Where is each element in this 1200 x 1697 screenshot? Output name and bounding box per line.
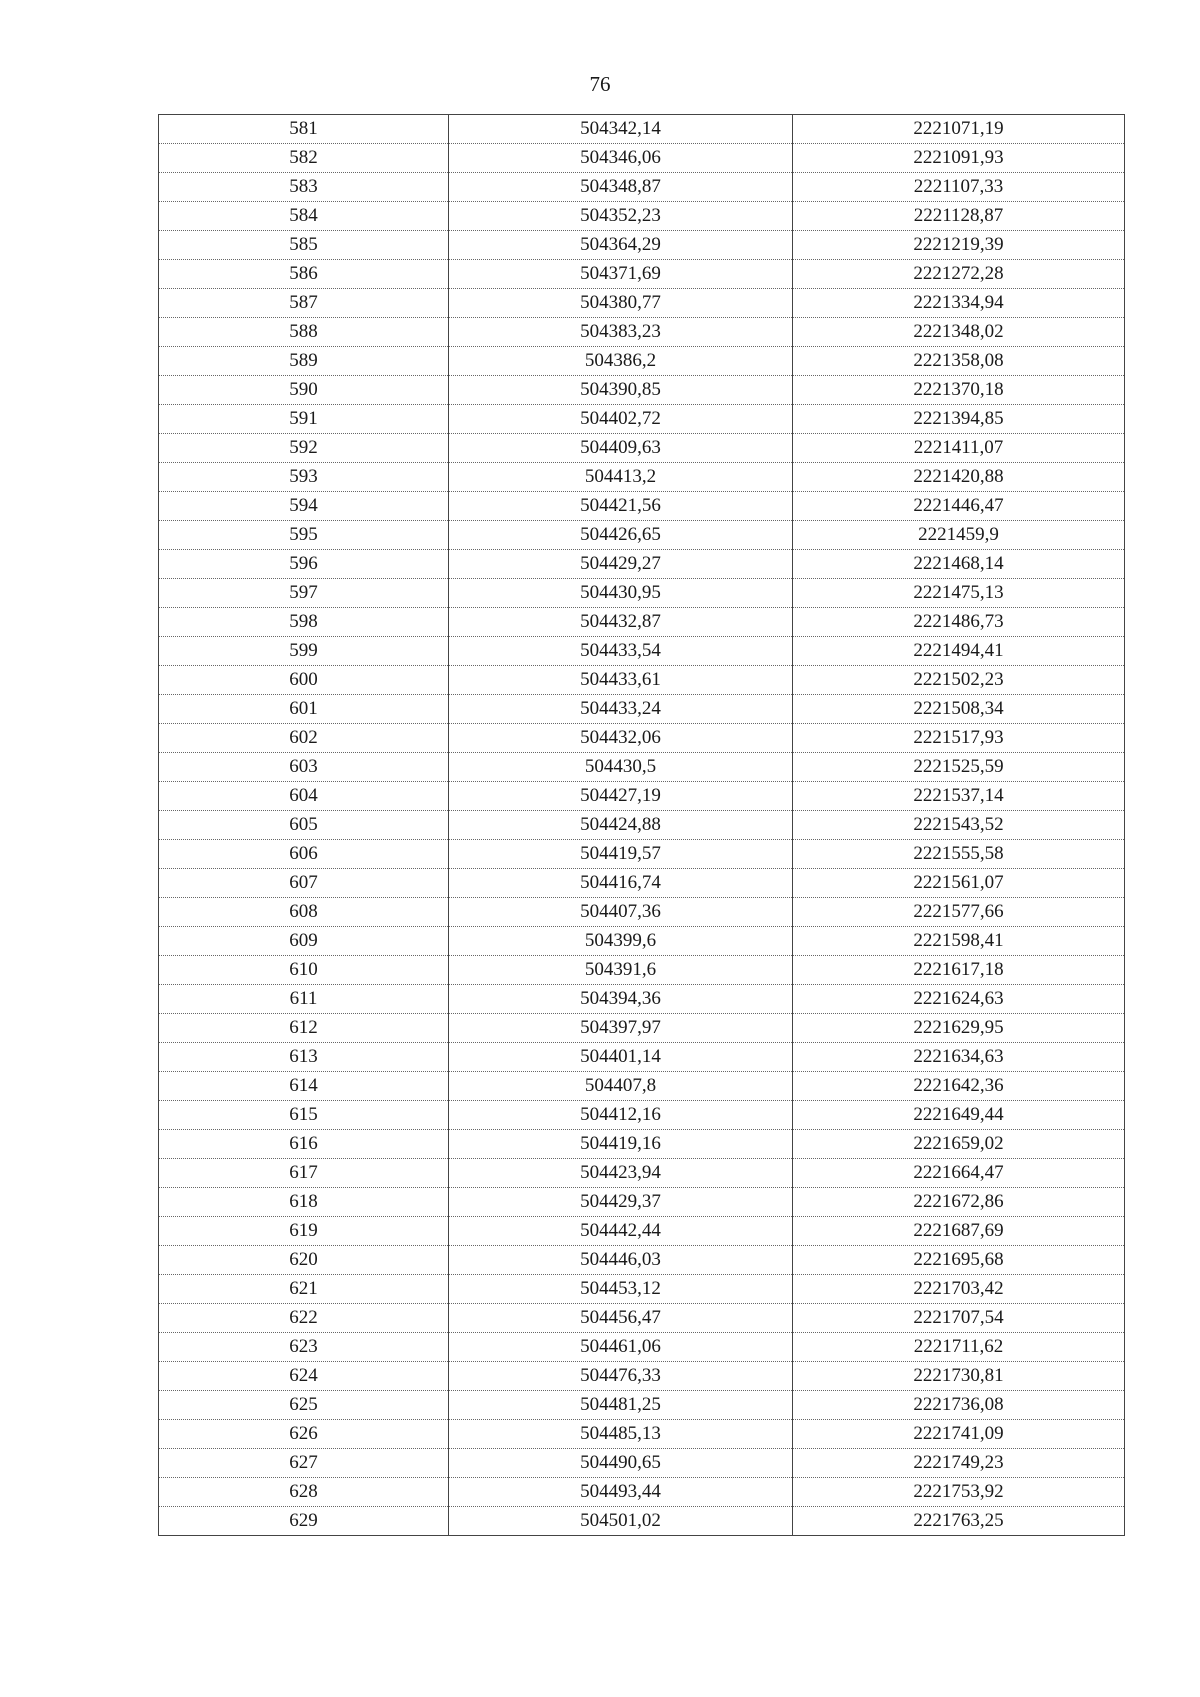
point-number-cell: 623 bbox=[159, 1333, 449, 1362]
x-coordinate-cell: 504446,03 bbox=[449, 1246, 793, 1275]
table-row bbox=[159, 231, 1125, 260]
point-number-cell: 595 bbox=[159, 521, 449, 550]
x-coordinate-cell: 504433,54 bbox=[449, 637, 793, 666]
y-coordinate-cell: 2221736,08 bbox=[793, 1391, 1125, 1420]
coordinates-table bbox=[158, 114, 1125, 1536]
y-coordinate-cell: 2221634,63 bbox=[793, 1043, 1125, 1072]
table-row bbox=[159, 463, 1125, 492]
y-coordinate-cell: 2221334,94 bbox=[793, 289, 1125, 318]
table-row bbox=[159, 1159, 1125, 1188]
x-coordinate-cell: 504407,8 bbox=[449, 1072, 793, 1101]
point-number-cell: 581 bbox=[159, 115, 449, 144]
x-coordinate-cell: 504501,02 bbox=[449, 1507, 793, 1536]
point-number-cell: 604 bbox=[159, 782, 449, 811]
point-number-cell: 588 bbox=[159, 318, 449, 347]
table-row bbox=[159, 753, 1125, 782]
y-coordinate-cell: 2221741,09 bbox=[793, 1420, 1125, 1449]
table-row bbox=[159, 1449, 1125, 1478]
point-number-cell: 615 bbox=[159, 1101, 449, 1130]
y-coordinate-cell: 2221664,47 bbox=[793, 1159, 1125, 1188]
x-coordinate-cell: 504383,23 bbox=[449, 318, 793, 347]
y-coordinate-cell: 2221537,14 bbox=[793, 782, 1125, 811]
table-row bbox=[159, 405, 1125, 434]
y-coordinate-cell: 2221642,36 bbox=[793, 1072, 1125, 1101]
table-row bbox=[159, 956, 1125, 985]
x-coordinate-cell: 504397,97 bbox=[449, 1014, 793, 1043]
x-coordinate-cell: 504401,14 bbox=[449, 1043, 793, 1072]
point-number-cell: 585 bbox=[159, 231, 449, 260]
table-row bbox=[159, 1362, 1125, 1391]
x-coordinate-cell: 504423,94 bbox=[449, 1159, 793, 1188]
point-number-cell: 610 bbox=[159, 956, 449, 985]
y-coordinate-cell: 2221459,9 bbox=[793, 521, 1125, 550]
y-coordinate-cell: 2221695,68 bbox=[793, 1246, 1125, 1275]
x-coordinate-cell: 504380,77 bbox=[449, 289, 793, 318]
x-coordinate-cell: 504429,27 bbox=[449, 550, 793, 579]
point-number-cell: 586 bbox=[159, 260, 449, 289]
table-row bbox=[159, 985, 1125, 1014]
y-coordinate-cell: 2221107,33 bbox=[793, 173, 1125, 202]
y-coordinate-cell: 2221753,92 bbox=[793, 1478, 1125, 1507]
y-coordinate-cell: 2221659,02 bbox=[793, 1130, 1125, 1159]
y-coordinate-cell: 2221543,52 bbox=[793, 811, 1125, 840]
table-row bbox=[159, 1072, 1125, 1101]
point-number-cell: 628 bbox=[159, 1478, 449, 1507]
y-coordinate-cell: 2221486,73 bbox=[793, 608, 1125, 637]
x-coordinate-cell: 504421,56 bbox=[449, 492, 793, 521]
y-coordinate-cell: 2221707,54 bbox=[793, 1304, 1125, 1333]
y-coordinate-cell: 2221649,44 bbox=[793, 1101, 1125, 1130]
x-coordinate-cell: 504346,06 bbox=[449, 144, 793, 173]
point-number-cell: 592 bbox=[159, 434, 449, 463]
table-row bbox=[159, 811, 1125, 840]
point-number-cell: 618 bbox=[159, 1188, 449, 1217]
point-number-cell: 587 bbox=[159, 289, 449, 318]
point-number-cell: 606 bbox=[159, 840, 449, 869]
table-row bbox=[159, 840, 1125, 869]
point-number-cell: 599 bbox=[159, 637, 449, 666]
x-coordinate-cell: 504394,36 bbox=[449, 985, 793, 1014]
point-number-cell: 608 bbox=[159, 898, 449, 927]
point-number-cell: 594 bbox=[159, 492, 449, 521]
y-coordinate-cell: 2221561,07 bbox=[793, 869, 1125, 898]
point-number-cell: 614 bbox=[159, 1072, 449, 1101]
point-number-cell: 622 bbox=[159, 1304, 449, 1333]
y-coordinate-cell: 2221555,58 bbox=[793, 840, 1125, 869]
table-row bbox=[159, 173, 1125, 202]
x-coordinate-cell: 504461,06 bbox=[449, 1333, 793, 1362]
point-number-cell: 627 bbox=[159, 1449, 449, 1478]
point-number-cell: 603 bbox=[159, 753, 449, 782]
y-coordinate-cell: 2221411,07 bbox=[793, 434, 1125, 463]
x-coordinate-cell: 504453,12 bbox=[449, 1275, 793, 1304]
x-coordinate-cell: 504433,61 bbox=[449, 666, 793, 695]
table-row bbox=[159, 1420, 1125, 1449]
table-row bbox=[159, 1130, 1125, 1159]
x-coordinate-cell: 504399,6 bbox=[449, 927, 793, 956]
table-row bbox=[159, 434, 1125, 463]
point-number-cell: 583 bbox=[159, 173, 449, 202]
y-coordinate-cell: 2221525,59 bbox=[793, 753, 1125, 782]
point-number-cell: 629 bbox=[159, 1507, 449, 1536]
table-row bbox=[159, 202, 1125, 231]
table-row bbox=[159, 318, 1125, 347]
table-row bbox=[159, 289, 1125, 318]
y-coordinate-cell: 2221730,81 bbox=[793, 1362, 1125, 1391]
table-row bbox=[159, 869, 1125, 898]
y-coordinate-cell: 2221272,28 bbox=[793, 260, 1125, 289]
point-number-cell: 600 bbox=[159, 666, 449, 695]
point-number-cell: 620 bbox=[159, 1246, 449, 1275]
point-number-cell: 612 bbox=[159, 1014, 449, 1043]
y-coordinate-cell: 2221703,42 bbox=[793, 1275, 1125, 1304]
x-coordinate-cell: 504432,06 bbox=[449, 724, 793, 753]
y-coordinate-cell: 2221091,93 bbox=[793, 144, 1125, 173]
y-coordinate-cell: 2221763,25 bbox=[793, 1507, 1125, 1536]
table-row bbox=[159, 927, 1125, 956]
page-number: 76 bbox=[589, 72, 611, 96]
point-number-cell: 626 bbox=[159, 1420, 449, 1449]
table-row bbox=[159, 782, 1125, 811]
table-row bbox=[159, 550, 1125, 579]
x-coordinate-cell: 504348,87 bbox=[449, 173, 793, 202]
point-number-cell: 619 bbox=[159, 1217, 449, 1246]
point-number-cell: 605 bbox=[159, 811, 449, 840]
y-coordinate-cell: 2221517,93 bbox=[793, 724, 1125, 753]
point-number-cell: 602 bbox=[159, 724, 449, 753]
point-number-cell: 593 bbox=[159, 463, 449, 492]
y-coordinate-cell: 2221749,23 bbox=[793, 1449, 1125, 1478]
y-coordinate-cell: 2221420,88 bbox=[793, 463, 1125, 492]
x-coordinate-cell: 504413,2 bbox=[449, 463, 793, 492]
y-coordinate-cell: 2221468,14 bbox=[793, 550, 1125, 579]
point-number-cell: 590 bbox=[159, 376, 449, 405]
table-row bbox=[159, 1507, 1125, 1536]
table-row bbox=[159, 1188, 1125, 1217]
x-coordinate-cell: 504432,87 bbox=[449, 608, 793, 637]
table-row bbox=[159, 521, 1125, 550]
table-row bbox=[159, 1101, 1125, 1130]
x-coordinate-cell: 504430,95 bbox=[449, 579, 793, 608]
y-coordinate-cell: 2221577,66 bbox=[793, 898, 1125, 927]
y-coordinate-cell: 2221629,95 bbox=[793, 1014, 1125, 1043]
table-row bbox=[159, 724, 1125, 753]
x-coordinate-cell: 504386,2 bbox=[449, 347, 793, 376]
x-coordinate-cell: 504485,13 bbox=[449, 1420, 793, 1449]
x-coordinate-cell: 504412,16 bbox=[449, 1101, 793, 1130]
point-number-cell: 616 bbox=[159, 1130, 449, 1159]
table-row bbox=[159, 1043, 1125, 1072]
y-coordinate-cell: 2221508,34 bbox=[793, 695, 1125, 724]
x-coordinate-cell: 504371,69 bbox=[449, 260, 793, 289]
x-coordinate-cell: 504427,19 bbox=[449, 782, 793, 811]
y-coordinate-cell: 2221475,13 bbox=[793, 579, 1125, 608]
x-coordinate-cell: 504352,23 bbox=[449, 202, 793, 231]
table-row bbox=[159, 144, 1125, 173]
point-number-cell: 598 bbox=[159, 608, 449, 637]
x-coordinate-cell: 504476,33 bbox=[449, 1362, 793, 1391]
x-coordinate-cell: 504430,5 bbox=[449, 753, 793, 782]
x-coordinate-cell: 504416,74 bbox=[449, 869, 793, 898]
y-coordinate-cell: 2221348,02 bbox=[793, 318, 1125, 347]
y-coordinate-cell: 2221128,87 bbox=[793, 202, 1125, 231]
y-coordinate-cell: 2221598,41 bbox=[793, 927, 1125, 956]
point-number-cell: 613 bbox=[159, 1043, 449, 1072]
x-coordinate-cell: 504456,47 bbox=[449, 1304, 793, 1333]
table-row bbox=[159, 115, 1125, 144]
x-coordinate-cell: 504364,29 bbox=[449, 231, 793, 260]
y-coordinate-cell: 2221494,41 bbox=[793, 637, 1125, 666]
y-coordinate-cell: 2221711,62 bbox=[793, 1333, 1125, 1362]
table-row bbox=[159, 347, 1125, 376]
table-row bbox=[159, 1333, 1125, 1362]
point-number-cell: 589 bbox=[159, 347, 449, 376]
table-row bbox=[159, 492, 1125, 521]
table-row bbox=[159, 1304, 1125, 1333]
table-row bbox=[159, 1246, 1125, 1275]
table-row bbox=[159, 608, 1125, 637]
point-number-cell: 582 bbox=[159, 144, 449, 173]
y-coordinate-cell: 2221502,23 bbox=[793, 666, 1125, 695]
y-coordinate-cell: 2221394,85 bbox=[793, 405, 1125, 434]
point-number-cell: 591 bbox=[159, 405, 449, 434]
y-coordinate-cell: 2221624,63 bbox=[793, 985, 1125, 1014]
point-number-cell: 597 bbox=[159, 579, 449, 608]
y-coordinate-cell: 2221672,86 bbox=[793, 1188, 1125, 1217]
x-coordinate-cell: 504442,44 bbox=[449, 1217, 793, 1246]
x-coordinate-cell: 504433,24 bbox=[449, 695, 793, 724]
table-row bbox=[159, 695, 1125, 724]
y-coordinate-cell: 2221071,19 bbox=[793, 115, 1125, 144]
table-row bbox=[159, 1217, 1125, 1246]
x-coordinate-cell: 504409,63 bbox=[449, 434, 793, 463]
y-coordinate-cell: 2221370,18 bbox=[793, 376, 1125, 405]
table-row bbox=[159, 1478, 1125, 1507]
y-coordinate-cell: 2221446,47 bbox=[793, 492, 1125, 521]
point-number-cell: 609 bbox=[159, 927, 449, 956]
coordinates-table-body bbox=[159, 115, 1125, 1536]
y-coordinate-cell: 2221617,18 bbox=[793, 956, 1125, 985]
point-number-cell: 617 bbox=[159, 1159, 449, 1188]
point-number-cell: 607 bbox=[159, 869, 449, 898]
point-number-cell: 584 bbox=[159, 202, 449, 231]
point-number-cell: 625 bbox=[159, 1391, 449, 1420]
x-coordinate-cell: 504490,65 bbox=[449, 1449, 793, 1478]
point-number-cell: 621 bbox=[159, 1275, 449, 1304]
point-number-cell: 596 bbox=[159, 550, 449, 579]
point-number-cell: 611 bbox=[159, 985, 449, 1014]
table-row bbox=[159, 260, 1125, 289]
x-coordinate-cell: 504419,57 bbox=[449, 840, 793, 869]
x-coordinate-cell: 504407,36 bbox=[449, 898, 793, 927]
x-coordinate-cell: 504419,16 bbox=[449, 1130, 793, 1159]
x-coordinate-cell: 504342,14 bbox=[449, 115, 793, 144]
x-coordinate-cell: 504402,72 bbox=[449, 405, 793, 434]
y-coordinate-cell: 2221687,69 bbox=[793, 1217, 1125, 1246]
table-row bbox=[159, 376, 1125, 405]
y-coordinate-cell: 2221219,39 bbox=[793, 231, 1125, 260]
x-coordinate-cell: 504429,37 bbox=[449, 1188, 793, 1217]
y-coordinate-cell: 2221358,08 bbox=[793, 347, 1125, 376]
x-coordinate-cell: 504493,44 bbox=[449, 1478, 793, 1507]
x-coordinate-cell: 504424,88 bbox=[449, 811, 793, 840]
table-row bbox=[159, 579, 1125, 608]
x-coordinate-cell: 504426,65 bbox=[449, 521, 793, 550]
table-row bbox=[159, 898, 1125, 927]
table-row bbox=[159, 637, 1125, 666]
table-row bbox=[159, 1391, 1125, 1420]
point-number-cell: 624 bbox=[159, 1362, 449, 1391]
x-coordinate-cell: 504481,25 bbox=[449, 1391, 793, 1420]
x-coordinate-cell: 504390,85 bbox=[449, 376, 793, 405]
x-coordinate-cell: 504391,6 bbox=[449, 956, 793, 985]
table-row bbox=[159, 1014, 1125, 1043]
table-row bbox=[159, 666, 1125, 695]
point-number-cell: 601 bbox=[159, 695, 449, 724]
table-row bbox=[159, 1275, 1125, 1304]
